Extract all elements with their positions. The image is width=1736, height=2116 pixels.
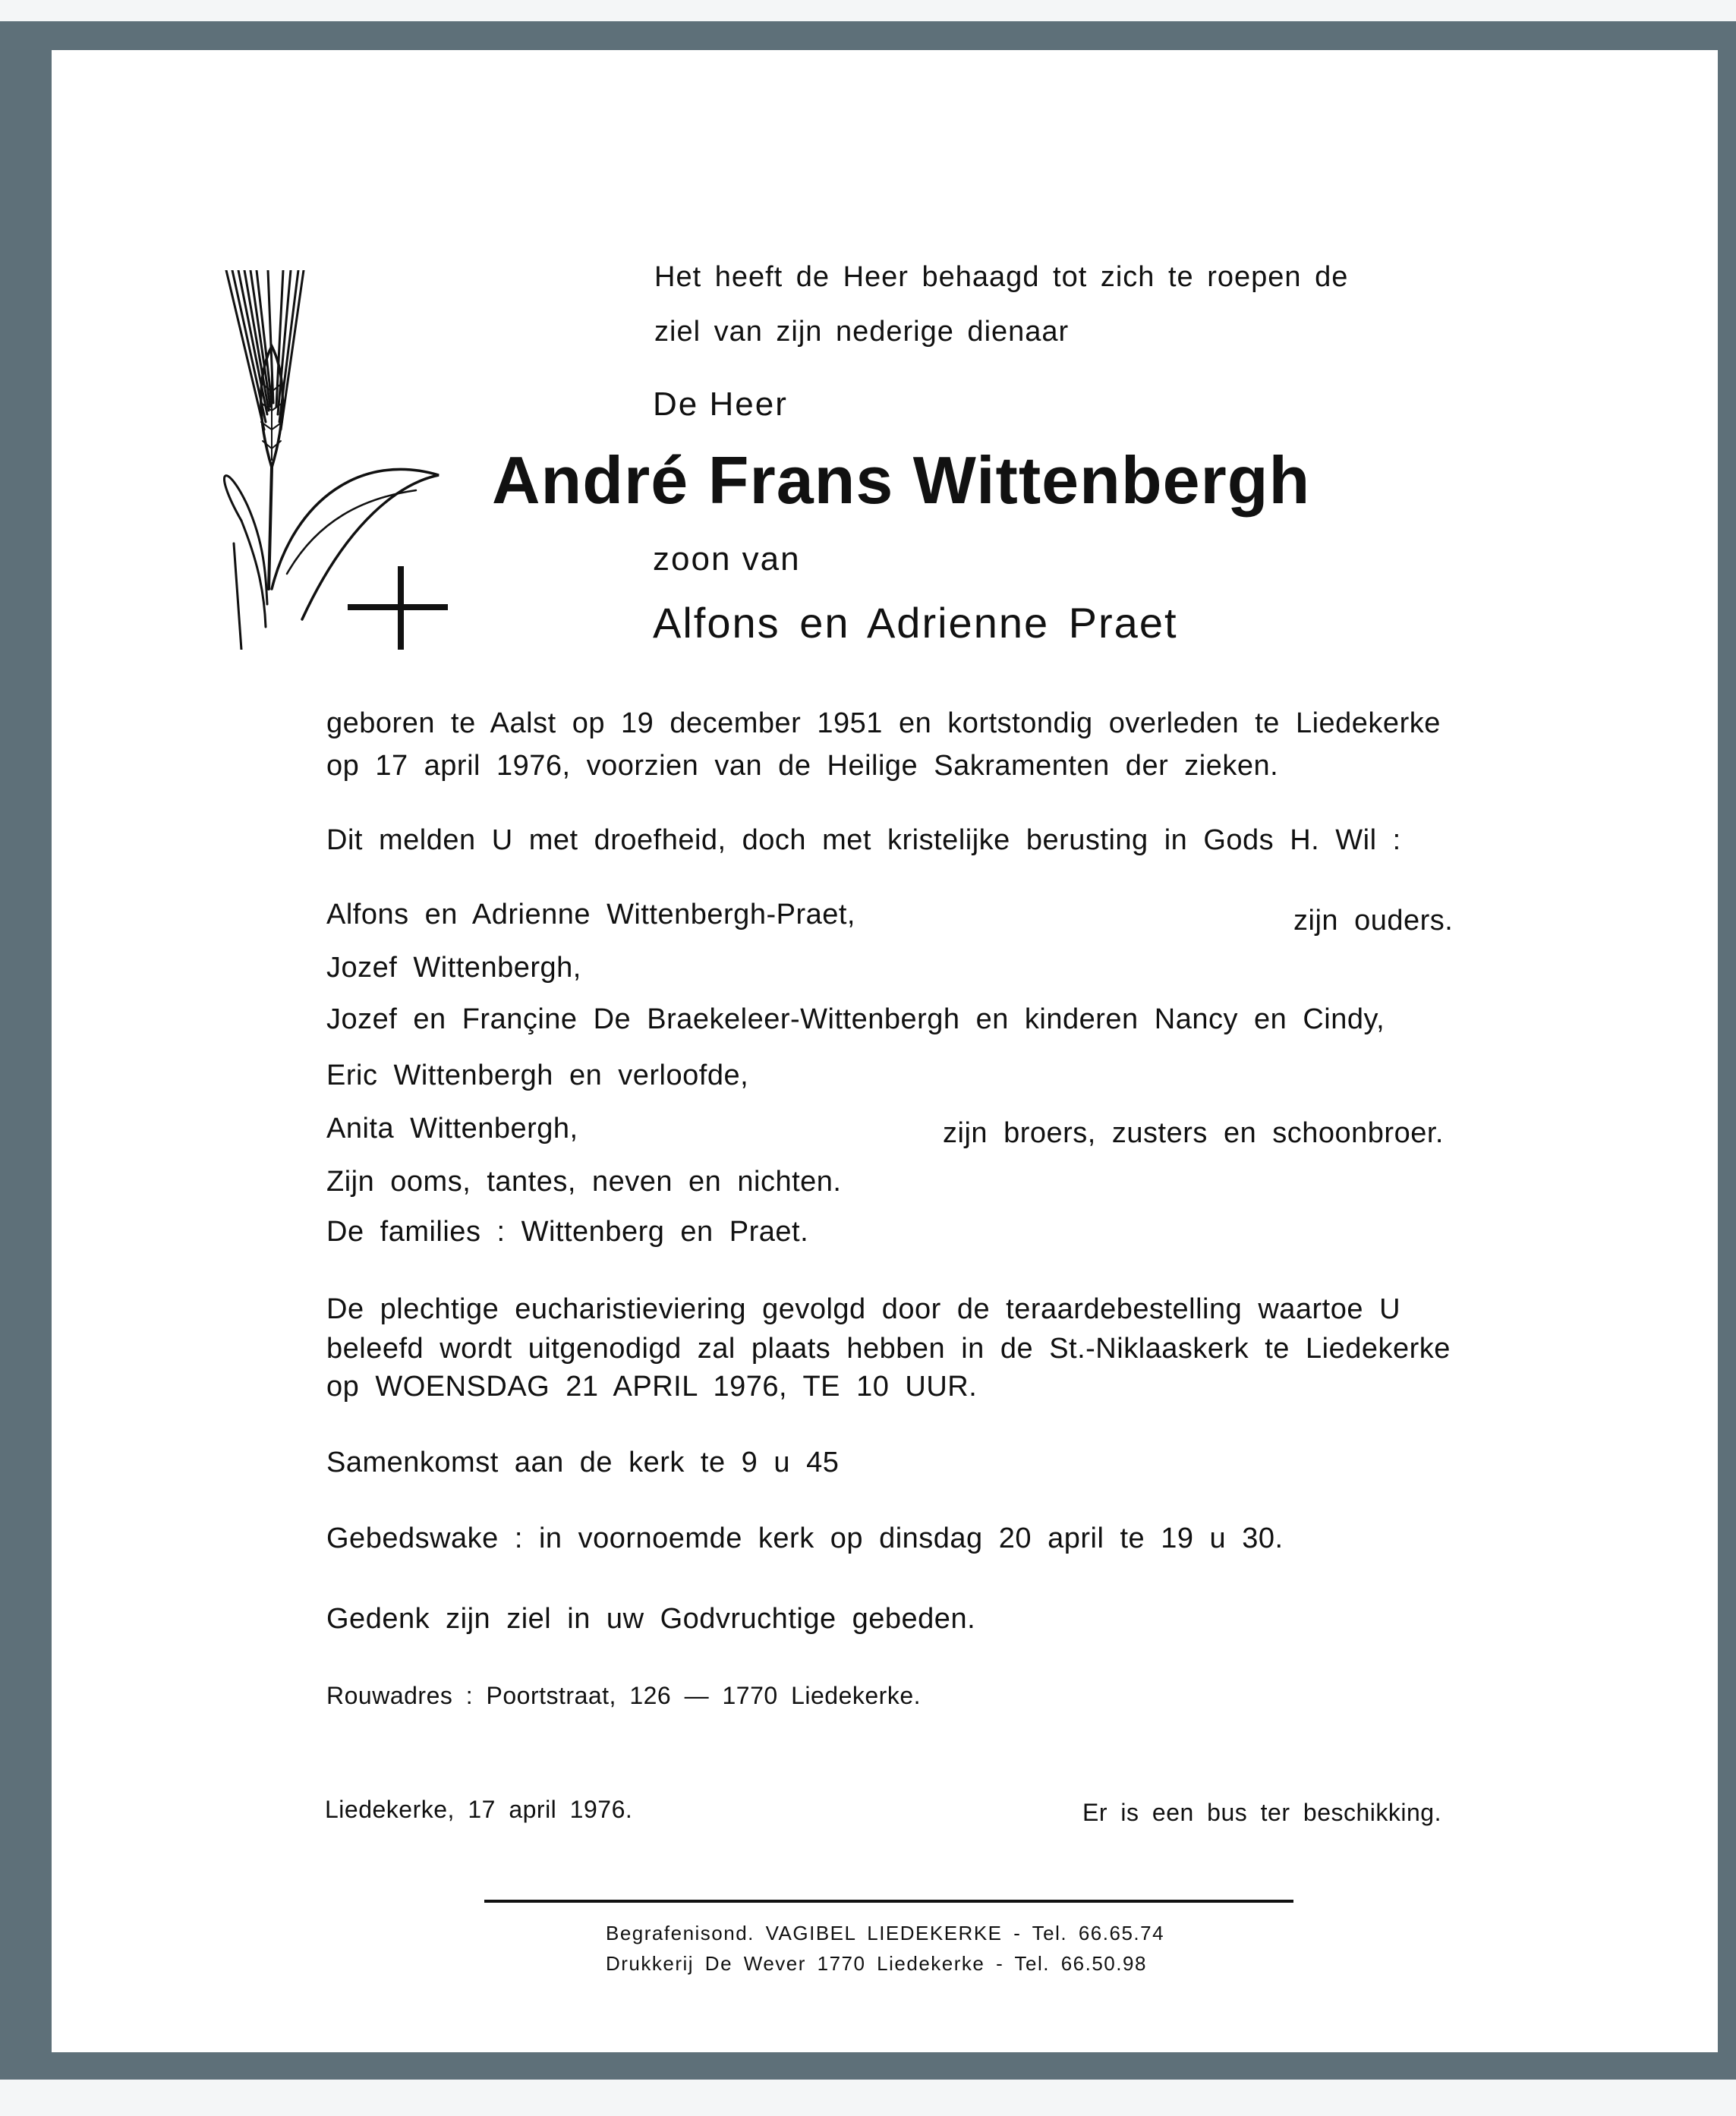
family-sibling-3: Eric Wittenbergh en verloofde, (326, 1060, 749, 1091)
family-sibling-2: Jozef en Françine De Braekeleer-Wittenbergh en kinderen Nancy en Cindy, (326, 1003, 1385, 1035)
family-parents-relation: zijn ouders. (1293, 905, 1454, 937)
intro-line-1: Het heeft de Heer behaagd tot zich te roepen de (654, 261, 1349, 293)
ceremony-line-3: op WOENSDAG 21 APRIL 1976, TE 10 UUR. (326, 1371, 978, 1403)
printer-line-1: Begrafenisond. VAGIBEL LIEDEKERKE - Tel. 66.65.74 (606, 1922, 1165, 1944)
memorial-card (52, 50, 1718, 2052)
wheat-ear-and-cross-icon (211, 270, 469, 650)
family-sibling-1: Jozef Wittenbergh, (326, 952, 581, 984)
ceremony-line-1: De plechtige eucharistieviering gevolgd door de teraardebestelling waartoe U (326, 1293, 1401, 1325)
family-relatives: Zijn ooms, tantes, neven en nichten. (326, 1166, 842, 1198)
mourning-address: Rouwadres : Poortstraat, 126 — 1770 Liedekerke. (326, 1682, 922, 1709)
son-of-label: zoon van (653, 540, 801, 578)
notice-line: Dit melden U met droefheid, doch met kristelijke berusting in Gods H. Wil : (326, 824, 1401, 856)
printer-line-2: Drukkerij De Wever 1770 Liedekerke - Tel. 66.50.98 (606, 1952, 1147, 1975)
footer-divider (484, 1900, 1293, 1903)
place-date: Liedekerke, 17 april 1976. (325, 1796, 633, 1823)
birth-death-line-2: op 17 april 1976, voorzien van de Heilige Sakramenten der zieken. (326, 750, 1279, 782)
family-siblings-relation: zijn broers, zusters en schoonbroer. (943, 1117, 1444, 1149)
intro-line-2: ziel van zijn nederige dienaar (654, 316, 1070, 348)
parents-names: Alfons en Adrienne Praet (653, 599, 1178, 647)
honorific: De Heer (653, 386, 788, 423)
prayer-vigil: Gebedswake : in voornoemde kerk op dinsdag 20 april te 19 u 30. (326, 1522, 1284, 1554)
family-parents: Alfons en Adrienne Wittenbergh-Praet, (326, 899, 855, 930)
family-sibling-4: Anita Wittenbergh, (326, 1113, 578, 1145)
collection-box-note: Er is een bus ter beschikking. (1082, 1799, 1441, 1826)
gathering-time: Samenkomst aan de kerk te 9 u 45 (326, 1447, 840, 1478)
remember-line: Gedenk zijn ziel in uw Godvruchtige gebeden. (326, 1603, 976, 1635)
ceremony-line-2: beleefd wordt uitgenodigd zal plaats hebben in de St.-Niklaaskerk te Liedekerke (326, 1333, 1451, 1365)
deceased-name: André Frans Wittenbergh (492, 442, 1311, 518)
family-families: De families : Wittenberg en Praet. (326, 1216, 809, 1248)
birth-death-line-1: geboren te Aalst op 19 december 1951 en kortstondig overleden te Liedekerke (326, 707, 1441, 739)
